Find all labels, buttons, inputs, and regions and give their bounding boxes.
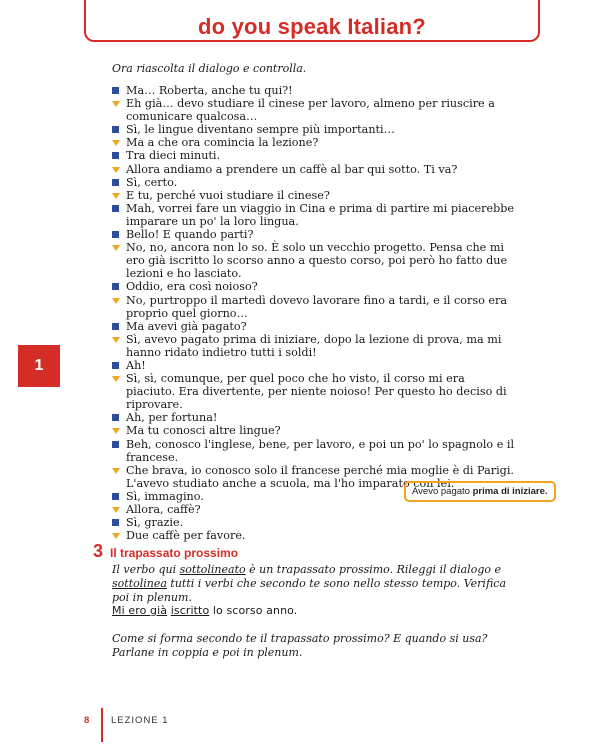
- intro-instruction: Ora riascolta il dialogo e controlla.: [112, 62, 307, 75]
- margin-note: [404, 481, 556, 502]
- dialog-line: [112, 228, 517, 241]
- dialog-line: [112, 359, 517, 372]
- dialog-line: [112, 241, 517, 280]
- square-bullet-icon: [112, 152, 119, 159]
- triangle-bullet-icon: [112, 533, 120, 539]
- dialog-line: [112, 503, 517, 516]
- triangle-bullet-icon: [112, 298, 120, 304]
- dialog-text: Eh già… devo studiare il cinese per lavoro, almeno per riuscire a comunicare qualcosa…: [126, 97, 495, 124]
- dialog-line: [112, 202, 517, 228]
- triangle-bullet-icon: [112, 193, 120, 199]
- square-bullet-icon: [112, 205, 119, 212]
- dialog-line: [112, 294, 517, 320]
- square-bullet-icon: [112, 441, 119, 448]
- square-bullet-icon: [112, 126, 119, 133]
- dialogue: [112, 84, 517, 542]
- dialog-line: [112, 372, 517, 411]
- dialog-text: Oddio, era così noioso?: [126, 280, 258, 294]
- dialog-line: [112, 163, 517, 176]
- square-bullet-icon: [112, 362, 119, 369]
- note-emphasis: prima di iniziare.: [472, 486, 548, 497]
- square-bullet-icon: [112, 519, 119, 526]
- triangle-bullet-icon: [112, 468, 120, 474]
- triangle-bullet-icon: [112, 376, 120, 382]
- section-instructions: [112, 563, 517, 605]
- dialog-text: Sì, immagino.: [126, 489, 204, 503]
- dialog-text: Mah, vorrei fare un viaggio in Cina e prima di partire mi piacerebbe imparare un po' la loro lingua.: [126, 201, 515, 228]
- triangle-bullet-icon: [112, 167, 120, 173]
- square-bullet-icon: [112, 414, 119, 421]
- square-bullet-icon: [112, 179, 119, 186]
- footer-divider: [101, 708, 103, 742]
- dialog-text: Allora andiamo a prendere un caffè al bar qui sotto. Ti va?: [126, 162, 458, 176]
- dialog-text: No, no, ancora non lo so. È solo un vecchio progetto. Pensa che mi ero già iscritto lo scorso anno a questo corso, poi però ho fatto due lezioni e ho lasciato.: [126, 241, 508, 281]
- dialog-line: [112, 320, 517, 333]
- instr-underlined: sottolineato: [179, 563, 246, 576]
- triangle-bullet-icon: [112, 101, 120, 107]
- instr-text: è un trapassato prossimo. Rileggi il dialogo e: [245, 563, 501, 576]
- dialog-text: No, purtroppo il martedì dovevo lavorare fino a tardi, e il corso era proprio quel giorno…: [126, 293, 508, 320]
- square-bullet-icon: [112, 493, 119, 500]
- dialog-text: Ma a che ora comincia la lezione?: [126, 136, 319, 150]
- lesson-label: LEZIONE 1: [111, 715, 169, 726]
- dialog-line: [112, 84, 517, 97]
- dialog-text: Sì, le lingue diventano sempre più importanti…: [126, 123, 395, 137]
- dialog-text: Sì, avevo pagato prima di iniziare, dopo la lezione di prova, ma mi hanno ridato indietro tutti i soldi!: [126, 332, 502, 359]
- dialog-text: E tu, perché vuoi studiare il cinese?: [126, 188, 330, 202]
- dialog-text: Che brava, io conosco solo il francese perché mia moglie è di Parigi. L'avevo studiato anche a scuola, ma l'ho imparato con lei.: [126, 463, 514, 490]
- instr-underlined: sottolinea: [112, 577, 167, 590]
- dialog-text: Sì, sì, comunque, per quel poco che ho visto, il corso mi era piaciuto. Era divertente, per niente noioso! Per questo ho deciso di riprovare.: [126, 372, 507, 412]
- page-number: 8: [84, 715, 90, 726]
- triangle-bullet-icon: [112, 140, 120, 146]
- dialog-text: Allora, caffè?: [126, 503, 201, 516]
- triangle-bullet-icon: [112, 337, 120, 343]
- example-text: lo scorso anno.: [209, 604, 298, 617]
- discussion-questions: Come si forma secondo te il trapassato prossimo? E quando si usa? Parlane in coppia e poi in plenum.: [112, 632, 488, 659]
- dialog-text: Sì, certo.: [126, 175, 178, 189]
- triangle-bullet-icon: [112, 428, 120, 434]
- dialog-text: Tra dieci minuti.: [126, 149, 221, 163]
- instr-text: tutti i verbi che secondo te sono nello stesso tempo. Verifica poi in plenum.: [112, 577, 506, 604]
- dialog-line: [112, 136, 517, 149]
- note-text: Avevo pagato: [412, 486, 473, 497]
- section-title: Il trapassato prossimo: [110, 546, 239, 560]
- square-bullet-icon: [112, 283, 119, 290]
- section-number: 3: [93, 541, 104, 561]
- dialog-line: [112, 438, 517, 464]
- dialog-line: [112, 123, 517, 136]
- instr-text: Il verbo qui: [112, 563, 180, 576]
- dialog-line: [112, 176, 517, 189]
- dialog-text: Ma… Roberta, anche tu qui?!: [126, 84, 293, 97]
- handwritten-example: [112, 604, 297, 617]
- dialog-line: [112, 189, 517, 202]
- square-bullet-icon: [112, 87, 119, 94]
- dialog-line: [112, 529, 517, 542]
- dialog-text: Beh, conosco l'inglese, bene, per lavoro, e poi un po' lo spagnolo e il francese.: [126, 437, 515, 464]
- dialog-text: Ah!: [126, 358, 146, 372]
- triangle-bullet-icon: [112, 507, 120, 513]
- dialog-line: [112, 97, 517, 123]
- page-title: do you speak Italian?: [198, 14, 426, 39]
- dialog-line: [112, 280, 517, 293]
- dialog-text: Ah, per fortuna!: [126, 411, 218, 425]
- square-bullet-icon: [112, 231, 119, 238]
- dialog-text: Sì, grazie.: [126, 516, 184, 530]
- square-bullet-icon: [112, 323, 119, 330]
- dialog-line: [112, 516, 517, 529]
- example-underlined: Mi ero già: [112, 604, 168, 617]
- example-underlined: iscritto: [170, 604, 210, 617]
- dialog-text: Ma avevi già pagato?: [126, 319, 247, 333]
- dialog-text: Ma tu conosci altre lingue?: [126, 424, 281, 438]
- triangle-bullet-icon: [112, 245, 120, 251]
- dialog-line: [112, 149, 517, 162]
- dialog-line: [112, 411, 517, 424]
- lesson-tab: 1: [18, 345, 60, 387]
- dialog-text: Due caffè per favore.: [126, 529, 246, 543]
- dialog-line: [112, 424, 517, 437]
- dialog-text: Bello! E quando parti?: [126, 228, 254, 242]
- dialog-line: [112, 333, 517, 359]
